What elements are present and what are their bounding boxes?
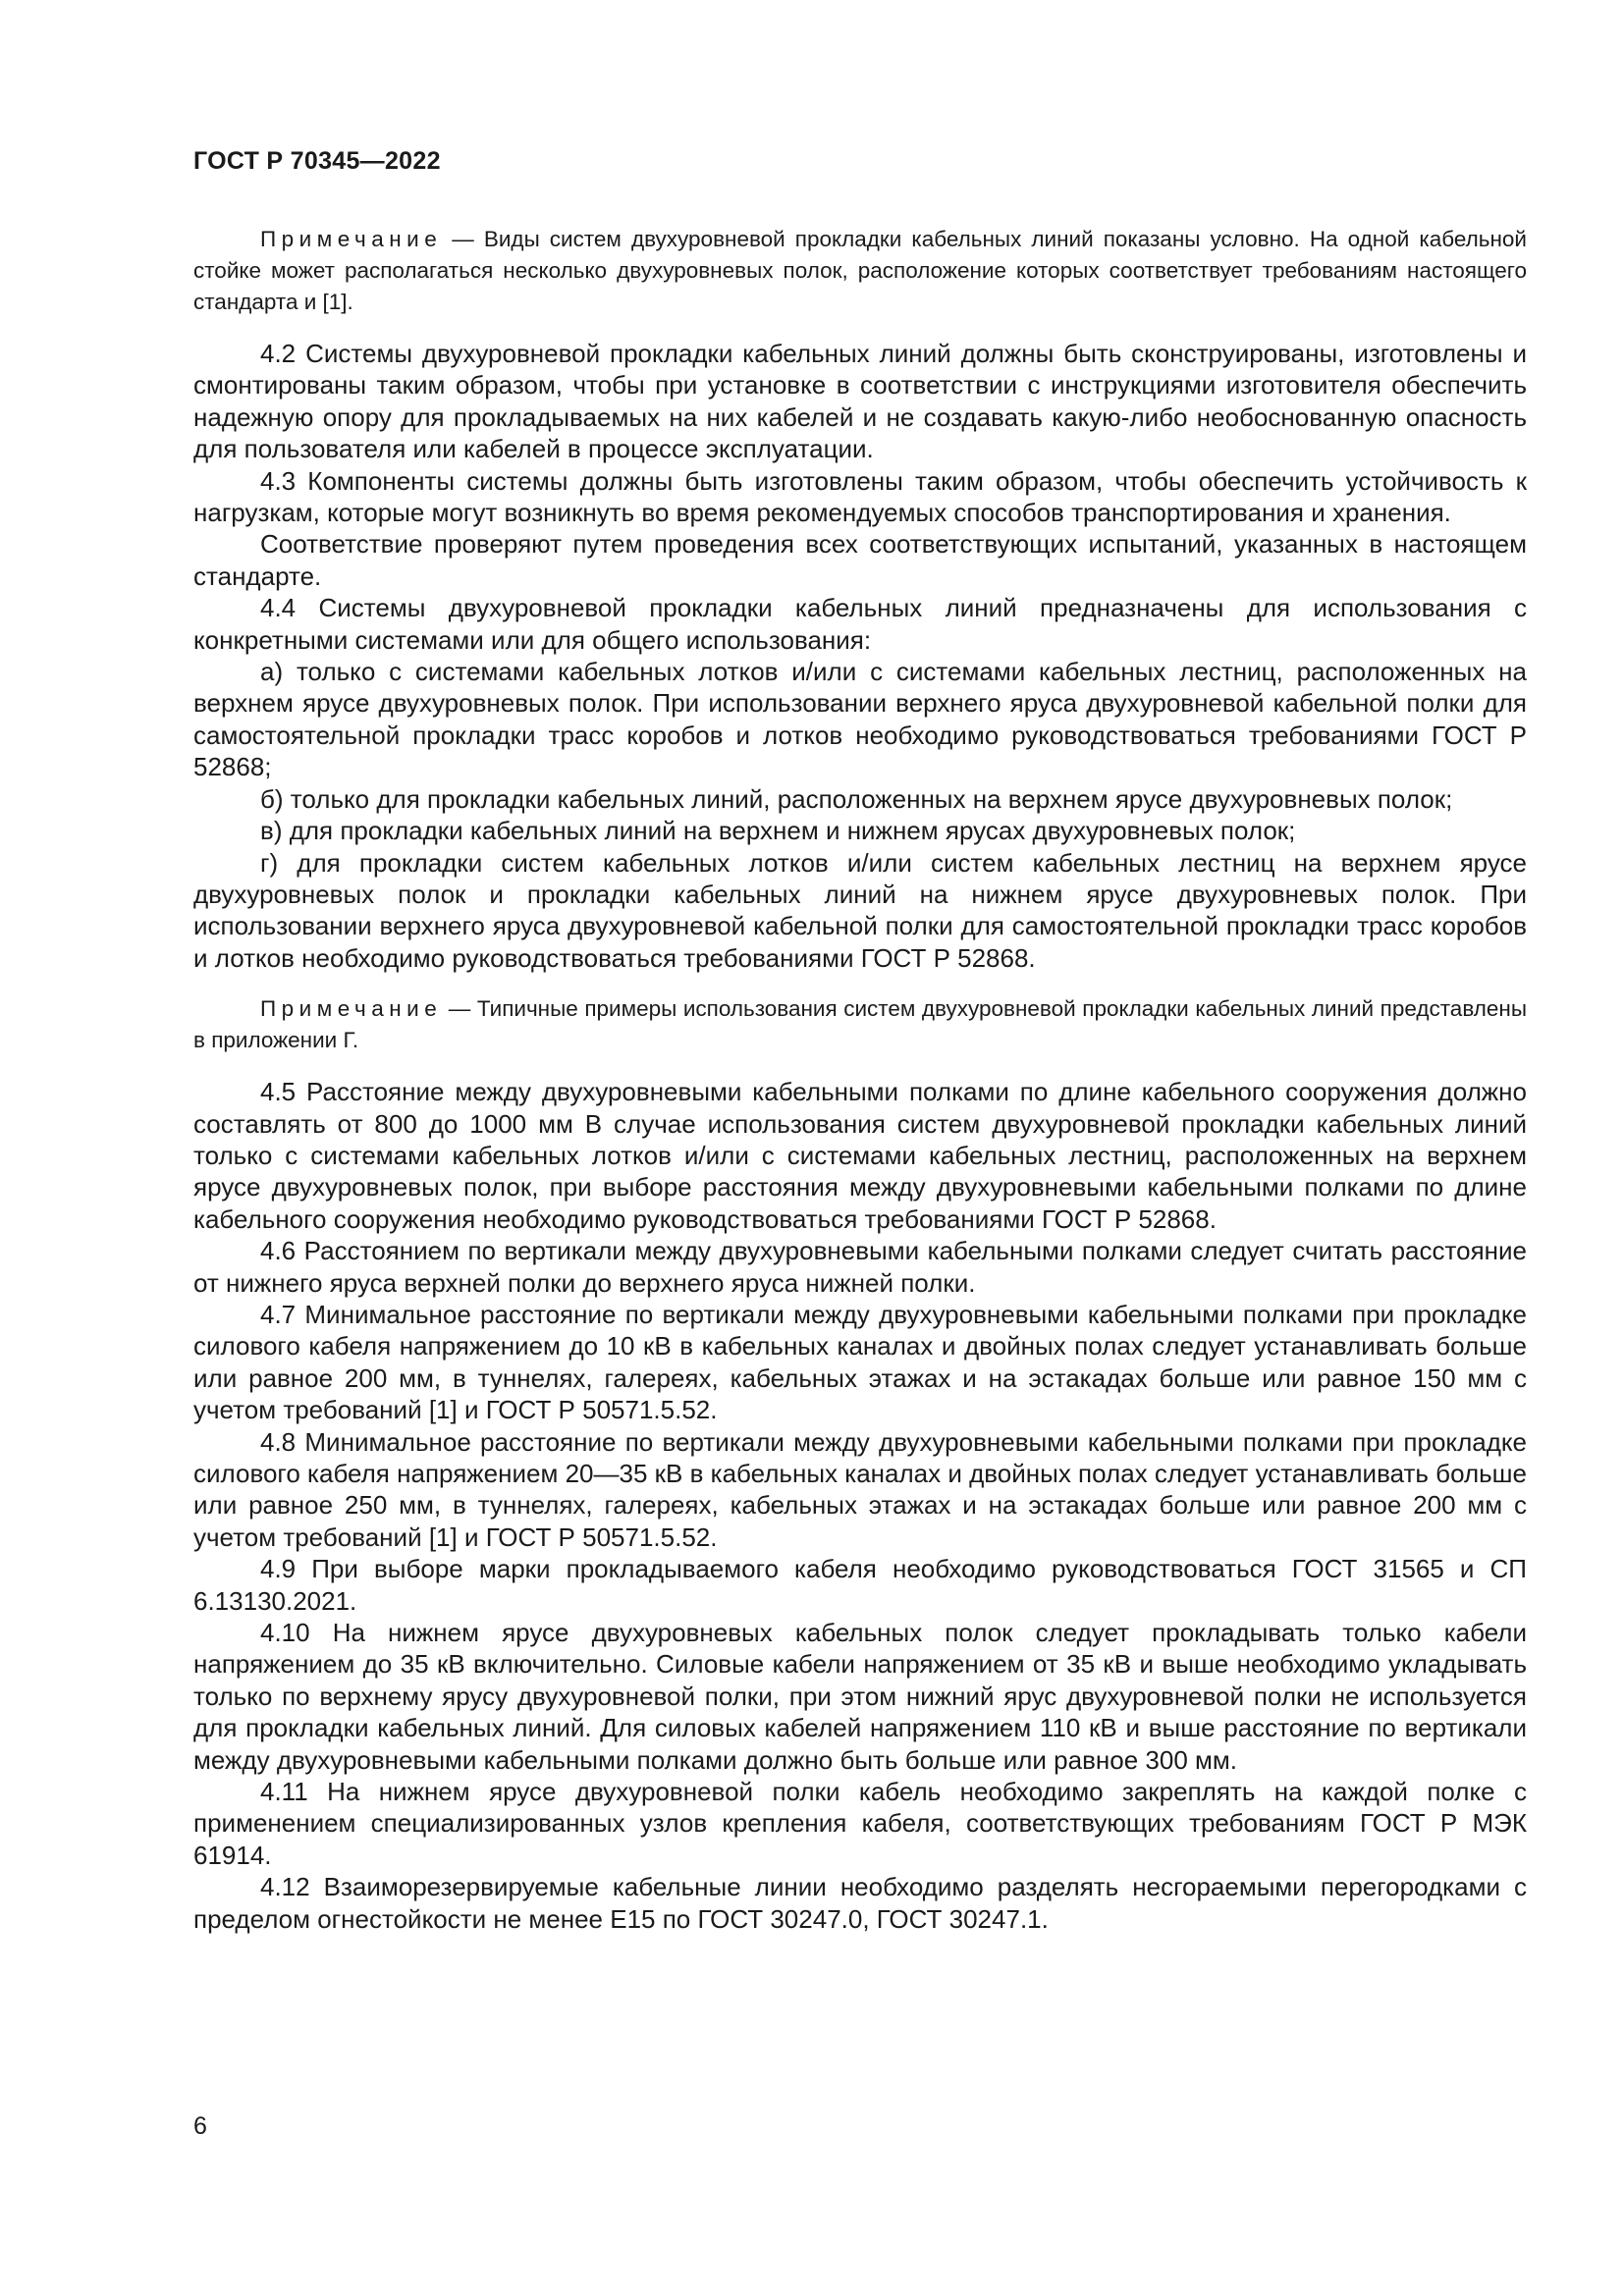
paragraph-4-8: 4.8 Минимальное расстояние по вертикали между двухуровневыми кабельными полками при прокладке силового кабеля напряжением 20—35 кВ в кабельных каналах и двойных полах следует устанавливать больше или равное 250 мм, в туннелях, галереях, кабельных этажах и на эстакадах больше или равное 200 мм с учетом требований [1] и ГОСТ Р 50571.5.52. <box>193 1426 1527 1552</box>
document-body <box>193 224 1527 1935</box>
paragraph-conformity: Соответствие проверяют путем проведения всех соответствующих испытаний, указанных в настоящем стандарте. <box>193 529 1527 591</box>
paragraph-4-11: 4.11 На нижнем ярусе двухуровневой полки кабель необходимо закреплять на каждой полке с применением специализированных узлов крепления кабеля, соответствующих требованиям ГОСТ Р МЭК 61914. <box>193 1777 1527 1870</box>
paragraph-4-12: 4.12 Взаиморезервируемые кабельные линии необходимо разделять несгораемыми перегородками с пределом огнестойкости не менее Е15 по ГОСТ 30247.0, ГОСТ 30247.1. <box>193 1872 1527 1934</box>
paragraph-4-3: 4.3 Компоненты системы должны быть изготовлены таким образом, чтобы обеспечить устойчивость к нагрузкам, которые могут возникнуть во время рекомендуемых способов транспортирования и хранения. <box>193 465 1527 528</box>
paragraph-4-4: 4.4 Системы двухуровневой прокладки кабельных линий предназначены для использования с конкретными системами или для общего использования: <box>193 593 1527 655</box>
paragraph-4-6: 4.6 Расстоянием по вертикали между двухуровневыми кабельными полками следует считать расстояние от нижнего яруса верхней полки до верхнего яруса нижней полки. <box>193 1236 1527 1298</box>
list-item-b: б) только для прокладки кабельных линий, расположенных на верхнем ярусе двухуровневых полок; <box>260 783 1453 814</box>
list-item-v: в) для прокладки кабельных линий на верхнем и нижнем ярусах двухуровневых полок; <box>260 816 1296 846</box>
note-label: Примечание <box>260 996 443 1022</box>
paragraph-4-2: 4.2 Системы двухуровневой прокладки кабельных линий должны быть сконструированы, изготовлены и смонтированы таким образом, чтобы при установке в соответствии с инструкциями изготовителя обеспечить надежную опору для прокладываемых на них кабелей и не создавать какую-либо необоснованную опасность для пользователя или кабелей в процессе эксплуатации. <box>193 339 1527 464</box>
note-2 <box>193 993 1527 1056</box>
note-1 <box>193 224 1527 318</box>
paragraph-4-9: 4.9 При выборе марки прокладываемого кабеля необходимо руководствоваться ГОСТ 31565 и СП 6.13130.2021. <box>193 1554 1527 1616</box>
note-text: — Виды систем двухуровневой прокладки кабельных линий показаны условно. На одной кабельной стойке может располагаться несколько двухуровневых полок, расположение которых соответствует требованиям настоящего стандарта и [1]. <box>193 227 1527 314</box>
list-item-g: г) для прокладки систем кабельных лотков и/или систем кабельных лестниц на верхнем ярусе двухуровневых полок и прокладки кабельных линий на нижнем ярусе двухуровневых полок. При использовании верхнего яруса двухуровневой кабельной полки для самостоятельной прокладки трасс коробов и лотков необходимо руководствоваться требованиями ГОСТ Р 52868. <box>193 847 1527 973</box>
page-number: 6 <box>193 2112 207 2140</box>
paragraph-4-5: 4.5 Расстояние между двухуровневыми кабельными полками по длине кабельного сооружения должно составлять от 800 до 1000 мм В случае использования систем двухуровневой прокладки кабельных линий только с системами кабельных лотков и/или с системами кабельных лестниц, расположенных на верхнем ярусе двухуровневых полок, при выборе расстояния между двухуровневыми кабельными полками по длине кабельного сооружения необходимо руководствоваться требованиями ГОСТ Р 52868. <box>193 1077 1527 1234</box>
document-header: ГОСТ Р 70345—2022 <box>193 147 441 175</box>
paragraph-4-10: 4.10 На нижнем ярусе двухуровневых кабельных полок следует прокладывать только кабели напряжением до 35 кВ включительно. Силовые кабели напряжением от 35 кВ и выше необходимо укладывать только по верхнему ярусу двухуровневой полки, при этом нижний ярус двухуровневой полки не используется для прокладки кабельных линий. Для силовых кабелей напряжением 110 кВ и выше расстояние по вертикали между двухуровневыми кабельными полками должно быть больше или равное 300 мм. <box>193 1618 1527 1775</box>
note-label: Примечание <box>260 227 443 251</box>
note-text: — Типичные примеры использования систем двухуровневой прокладки кабельных линий представлены в приложении Г. <box>193 996 1527 1053</box>
list-item-a: а) только с системами кабельных лотков и/или с системами кабельных лестниц, расположенных на верхнем ярусе двухуровневых полок. При использовании верхнего яруса двухуровневой кабельной полки для самостоятельной прокладки трасс коробов и лотков необходимо руководствоваться требованиями ГОСТ Р 52868; <box>193 657 1527 782</box>
paragraph-4-7: 4.7 Минимальное расстояние по вертикали между двухуровневыми кабельными полками при прокладке силового кабеля напряжением до 10 кВ в кабельных каналах и двойных полах следует устанавливать больше или равное 200 мм, в туннелях, галереях, кабельных этажах и на эстакадах больше или равное 150 мм с учетом требований [1] и ГОСТ Р 50571.5.52. <box>193 1299 1527 1425</box>
